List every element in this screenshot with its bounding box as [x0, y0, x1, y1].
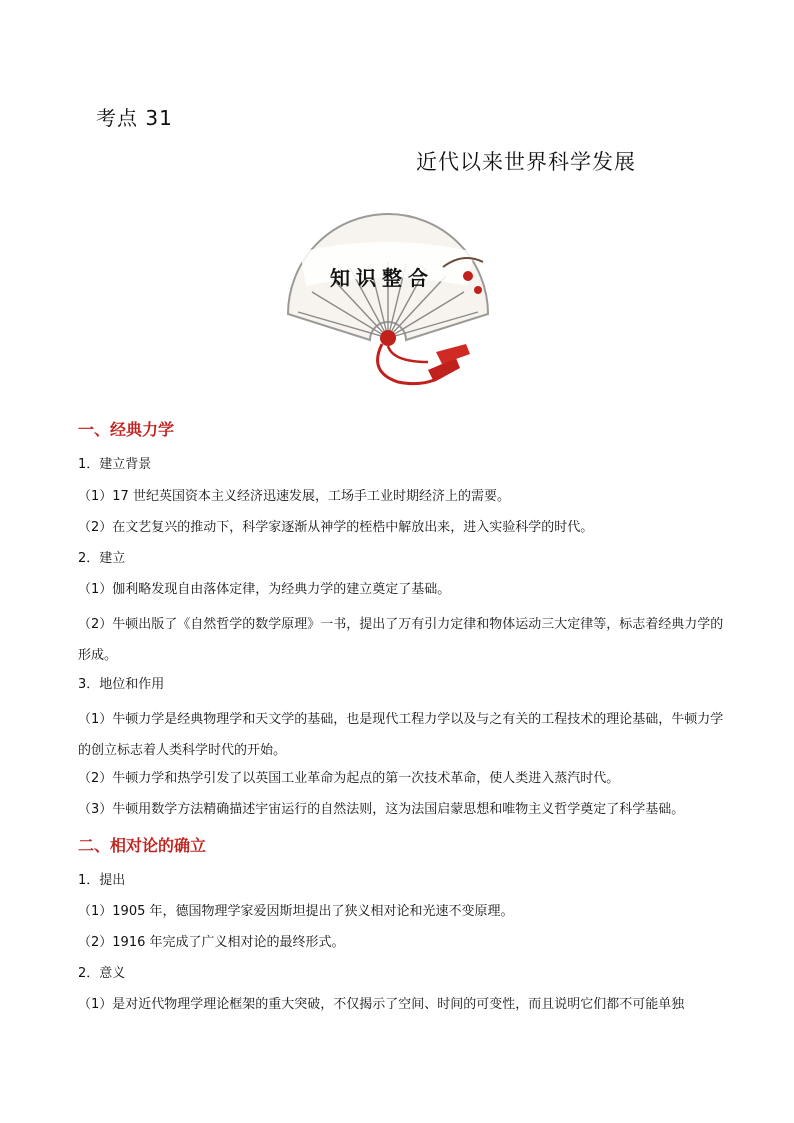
section-heading: 二、相对论的确立	[78, 836, 207, 855]
paragraph: （3）牛顿用数学方法精确描述宇宙运行的自然法则，这为法国启蒙思想和唯物主义哲学奠定了科学基础。	[78, 802, 685, 817]
paragraph: （2）牛顿力学和热学引发了以英国工业革命为起点的第一次技术革命，使人类进入蒸汽时代。	[78, 771, 620, 786]
subheading: 1．建立背景	[78, 457, 152, 472]
page-title: 近代以来世界科学发展	[416, 150, 636, 174]
paragraph: （1）牛顿力学是经典物理学和天文学的基础，也是现代工程力学以及与之有关的工程技术的理论基础，牛顿力学的创立标志着人类科学时代的开始。	[78, 712, 724, 758]
paragraph: （1）是对近代物理学理论框架的重大突破，不仅揭示了空间、时间的可变性，而且说明它们都不可能单独	[78, 997, 685, 1012]
paragraph: （2）牛顿出版了《自然哲学的数学原理》一书，提出了万有引力定律和物体运动三大定律等，标志着经典力学的形成。	[78, 617, 724, 663]
fan-icon	[278, 212, 498, 392]
paragraph: （1）1905 年，德国物理学家爱因斯坦提出了狭义相对论和光速不变原理。	[78, 904, 514, 919]
paragraph: （1）伽利略发现自由落体定律，为经典力学的建立奠定了基础。	[78, 582, 451, 597]
paragraph: （2）1916 年完成了广义相对论的最终形式。	[78, 935, 345, 950]
subheading: 1．提出	[78, 873, 126, 888]
subheading: 3．地位和作用	[78, 677, 165, 692]
subheading: 2．意义	[78, 966, 126, 981]
subheading: 2．建立	[78, 551, 126, 566]
section-heading: 一、经典力学	[78, 420, 175, 439]
banner-text: 知识整合	[330, 266, 434, 290]
exam-point-label: 考点 31	[96, 106, 173, 130]
paragraph: （2）在文艺复兴的推动下，科学家逐渐从神学的桎梏中解放出来，进入实验科学的时代。	[78, 520, 594, 535]
paragraph: （1）17 世纪英国资本主义经济迅速发展，工场手工业时期经济上的需要。	[78, 489, 510, 504]
